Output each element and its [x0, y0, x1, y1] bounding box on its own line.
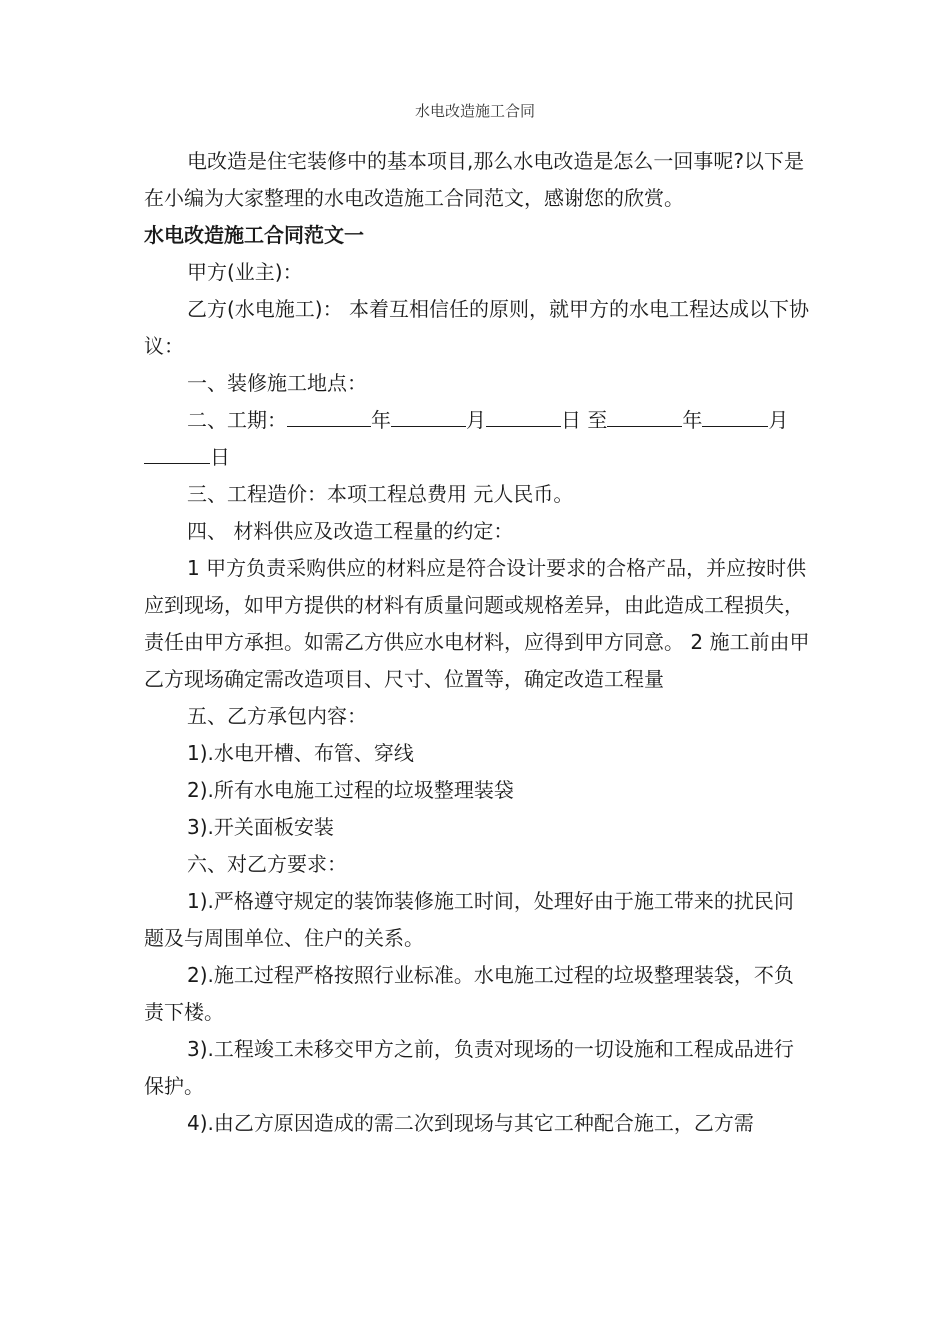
clause-4-heading: 四、 材料供应及改造工程量的约定：	[187, 519, 514, 543]
end-month-blank[interactable]	[702, 406, 768, 427]
start-year-blank[interactable]	[287, 406, 371, 427]
clause-6-item: 3).工程竣工未移交甲方之前，负责对现场的一切设施和工程成品进行保护。	[144, 1037, 794, 1098]
end-year-blank[interactable]	[607, 406, 682, 427]
start-month-blank[interactable]	[391, 406, 466, 427]
clause-5-item: 3).开关面板安装	[187, 815, 334, 839]
day-label-2: 日	[210, 445, 230, 469]
month-label-2: 月	[768, 408, 789, 432]
clause-4-text: 1 甲方负责采购供应的材料应是符合设计要求的合格产品，并应按时供应到现场，如甲方提供的材料有质量问题或规格差异，由此造成工程损失，责任由甲方承担。如需乙方供应水电材料，应得到甲方同意。 2 施工前由甲乙方现场确定需改造项目、尺寸、位置等，确定改造工程量	[144, 556, 810, 691]
intro-paragraph: 电改造是住宅装修中的基本项目,那么水电改造是怎么一回事呢?以下是在小编为大家整理的水电改造施工合同范文，感谢您的欣赏。	[144, 149, 804, 210]
clause-6-item: 4).由乙方原因造成的需二次到现场与其它工种配合施工，乙方需	[187, 1111, 754, 1135]
year-label-2: 年	[682, 408, 703, 432]
clause-2-period	[144, 402, 812, 476]
party-a-line: 甲方(业主)：	[187, 260, 303, 284]
to-label: 至	[581, 408, 608, 432]
clause-5-item: 1).水电开槽、布管、穿线	[187, 741, 414, 765]
section-title: 水电改造施工合同范文一	[144, 223, 364, 247]
clause-5-item: 2).所有水电施工过程的垃圾整理装袋	[187, 778, 514, 802]
month-label-1: 月	[466, 408, 486, 432]
clause-6-item: 1).严格遵守规定的装饰装修施工时间，处理好由于施工带来的扰民问题及与周围单位、住户的关系。	[144, 889, 794, 950]
day-label-1: 日	[561, 408, 581, 432]
clause-6-item: 2).施工过程严格按照行业标准。水电施工过程的垃圾整理装袋，不负责下楼。	[144, 963, 794, 1024]
start-day-blank[interactable]	[486, 406, 561, 427]
document-body	[144, 143, 812, 1142]
document-header-title: 水电改造施工合同	[414, 102, 535, 120]
clause-3-price: 三、工程造价：本项工程总费用 元人民币。	[187, 482, 574, 506]
end-day-blank[interactable]	[144, 443, 210, 464]
party-b-paragraph: 乙方(水电施工)： 本着互相信任的原则，就甲方的水电工程达成以下协议：	[144, 297, 809, 358]
clause-1-location: 一、装修施工地点：	[187, 371, 367, 395]
clause-2-prefix: 二、工期：	[187, 408, 287, 432]
year-label-1: 年	[371, 408, 391, 432]
clause-5-heading: 五、乙方承包内容：	[187, 704, 367, 728]
clause-6-heading: 六、对乙方要求：	[187, 852, 347, 876]
